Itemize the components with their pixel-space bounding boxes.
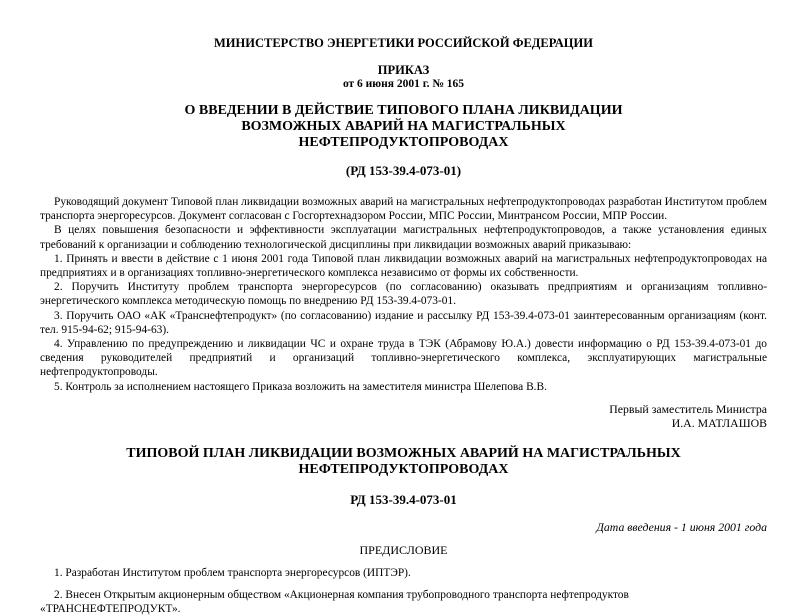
signature-block — [40, 402, 767, 430]
foreword-item: 1. Разработан Институтом проблем транспорта энергоресурсов (ИПТЭР). — [54, 566, 411, 579]
document-main-title — [40, 103, 767, 151]
main-title-line: НЕФТЕПРОДУКТОПРОВОДАХ — [298, 135, 509, 150]
signature-name: И.А. МАТЛАШОВ — [671, 415, 767, 430]
body-paragraph: В целях повышения безопасности и эффективности эксплуатации магистральных нефтепродуктопроводов, а также установления единых требований к организации и соблюдению технологической дисциплины при ликвидации возможных аварий приказываю: — [40, 224, 767, 251]
body-paragraph: 2. Поручить Институту проблем транспорта энергоресурсов (по согласованию) оказывать предприятиям и организациям топливно-энергетического комплекса методическую помощь по внедрению РД 153-39.4-073-01. — [40, 281, 767, 308]
introduction-date: Дата введения - 1 июня 2001 года — [596, 519, 767, 534]
order-date: от 6 июня 2001 г. № 165 — [342, 78, 465, 90]
main-title-line: ВОЗМОЖНЫХ АВАРИЙ НА МАГИСТРАЛЬНЫХ — [241, 119, 566, 134]
body-paragraph: 5. Контроль за исполнением настоящего Приказа возложить на заместителя министра Шелепова В.В. — [54, 380, 547, 393]
signature-position: Первый заместитель Министра — [609, 401, 767, 416]
foreword-heading: ПРЕДИСЛОВИЕ — [359, 542, 448, 557]
plan-title: ТИПОВОЙ ПЛАН ЛИКВИДАЦИИ ВОЗМОЖНЫХ АВАРИЙ НА МАГИСТРАЛЬНЫХ НЕФТЕПРОДУКТОПРОВОДАХ — [126, 445, 681, 477]
ministry-heading: МИНИСТЕРСТВО ЭНЕРГЕТИКИ РОССИЙСКОЙ ФЕДЕРАЦИИ — [214, 36, 593, 50]
body-paragraph: 4. Управлению по предупреждению и ликвидации ЧС и охране труда в ТЭК (Абрамову Ю.А.) довести информацию о РД 153-39.4-073-01 до сведения руководителей предприятий и организаций топливно-энергетического комплекса, эксплуатирующих магистральные нефтепродуктопроводы. — [40, 338, 767, 379]
rd-code: (РД 153-39.4-073-01) — [345, 163, 462, 178]
main-title-line: О ВВЕДЕНИИ В ДЕЙСТВИЕ ТИПОВОГО ПЛАНА ЛИКВИДАЦИИ — [184, 103, 623, 118]
body-paragraph: 1. Принять и ввести в действие с 1 июня 2001 года Типовой план ликвидации возможных аварий на магистральных нефтепродуктопроводах на предприятиях и в организациях топливно-энергетического комплекса независимо от формы их собственности. — [40, 252, 767, 280]
body-paragraph: Руководящий документ Типовой план ликвидации возможных аварий на магистральных нефтепродуктопроводах разработан Институтом проблем транспорта энергоресурсов. Документ согласован с Госгортехнадзором России, МПС России, Минтрансом России, МПР России. — [40, 196, 767, 223]
plan-code: РД 153-39.4-073-01 — [350, 491, 457, 507]
order-title: ПРИКАЗ — [377, 63, 430, 77]
foreword-item: 2. Внесен Открытым акционерным обществом «Акционерная компания трубопроводного транспорта нефтепродуктов «ТРАНСНЕФТЕПРОДУКТ». — [40, 588, 629, 615]
order-body — [40, 195, 767, 394]
body-paragraph: 3. Поручить ОАО «АК «Транснефтепродукт» (по согласованию) издание и рассылку РД 153-39.4-073-01 заинтересованным организациям (конт. тел. 915-94-62; 915-94-63). — [40, 309, 767, 336]
